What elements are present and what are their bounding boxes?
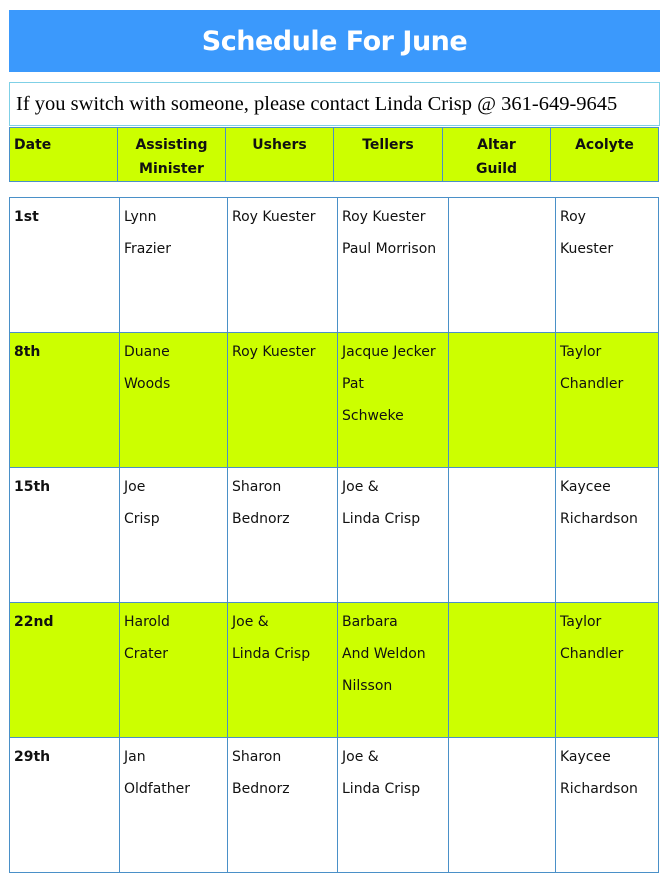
table-row <box>10 603 659 738</box>
header-ushers: Ushers <box>226 128 334 182</box>
cell-line: Kaycee <box>560 749 611 765</box>
cell-line: Chandler <box>560 376 624 392</box>
cell-ushers <box>228 468 338 603</box>
cell-altar-guild <box>449 333 556 468</box>
cell-acolyte <box>556 198 659 333</box>
cell-assisting-minister <box>120 468 228 603</box>
cell-acolyte <box>556 603 659 738</box>
cell-assisting-minister <box>120 198 228 333</box>
cell-line: Jan <box>124 749 146 765</box>
cell-date: 29th <box>10 738 120 873</box>
cell-altar-guild <box>449 603 556 738</box>
cell-line: Bednorz <box>232 511 290 527</box>
cell-line: Chandler <box>560 646 624 662</box>
cell-date: 8th <box>10 333 120 468</box>
cell-line: And Weldon <box>342 646 426 662</box>
cell-altar-guild <box>449 198 556 333</box>
cell-line: Barbara <box>342 614 398 630</box>
cell-line: Roy <box>560 209 586 225</box>
cell-line: Nilsson <box>342 678 393 694</box>
cell-line: Paul Morrison <box>342 241 437 257</box>
cell-date: 22nd <box>10 603 120 738</box>
cell-assisting-minister <box>120 738 228 873</box>
page-title: Schedule For June <box>9 10 660 72</box>
cell-line: Roy Kuester <box>342 209 426 225</box>
cell-tellers <box>338 468 449 603</box>
cell-line: Taylor <box>560 614 602 630</box>
cell-tellers <box>338 603 449 738</box>
cell-line: Linda Crisp <box>342 511 421 527</box>
cell-ushers <box>228 198 338 333</box>
cell-line: Sharon <box>232 479 282 495</box>
cell-line: Frazier <box>124 241 171 257</box>
table-row <box>10 333 659 468</box>
header-acolyte: Acolyte <box>551 128 659 182</box>
cell-line: Crater <box>124 646 168 662</box>
cell-line: Lynn <box>124 209 157 225</box>
table-row <box>10 738 659 873</box>
cell-line: Crisp <box>124 511 160 527</box>
cell-line: Woods <box>124 376 171 392</box>
cell-acolyte <box>556 738 659 873</box>
cell-line: Harold <box>124 614 170 630</box>
cell-ushers <box>228 333 338 468</box>
cell-line: Duane <box>124 344 170 360</box>
cell-assisting-minister <box>120 603 228 738</box>
cell-acolyte <box>556 333 659 468</box>
cell-line: Richardson <box>560 511 638 527</box>
cell-line: Joe & <box>232 614 269 630</box>
cell-line: Joe & <box>342 749 379 765</box>
cell-line: Joe <box>124 479 146 495</box>
cell-line: Bednorz <box>232 781 290 797</box>
cell-assisting-minister <box>120 333 228 468</box>
cell-tellers <box>338 333 449 468</box>
cell-line: Linda Crisp <box>232 646 311 662</box>
cell-line: Roy Kuester <box>232 209 316 225</box>
header-row <box>10 128 659 182</box>
cell-line: Joe & <box>342 479 379 495</box>
cell-acolyte <box>556 468 659 603</box>
table-row <box>10 198 659 333</box>
cell-tellers <box>338 198 449 333</box>
cell-line: Roy Kuester <box>232 344 316 360</box>
cell-line: Kaycee <box>560 479 611 495</box>
cell-date: 15th <box>10 468 120 603</box>
header-assisting-minister: Assisting Minister <box>118 128 226 182</box>
cell-tellers <box>338 738 449 873</box>
header-tellers: Tellers <box>334 128 443 182</box>
cell-line: Linda Crisp <box>342 781 421 797</box>
cell-line: Taylor <box>560 344 602 360</box>
cell-line: Schweke <box>342 408 404 424</box>
cell-ushers <box>228 603 338 738</box>
cell-altar-guild <box>449 468 556 603</box>
cell-line: Kuester <box>560 241 614 257</box>
table-row <box>10 468 659 603</box>
cell-line: Sharon <box>232 749 282 765</box>
cell-line: Jacque Jecker <box>342 344 436 360</box>
header-table <box>9 127 659 182</box>
cell-line: Richardson <box>560 781 638 797</box>
cell-date: 1st <box>10 198 120 333</box>
cell-altar-guild <box>449 738 556 873</box>
schedule-table <box>9 197 659 873</box>
contact-notice: If you switch with someone, please contact Linda Crisp @ 361-649-9645 <box>9 82 660 126</box>
cell-ushers <box>228 738 338 873</box>
cell-line: Pat <box>342 376 364 392</box>
header-altar-guild: Altar Guild <box>443 128 551 182</box>
cell-line: Oldfather <box>124 781 191 797</box>
header-date: Date <box>10 128 118 182</box>
